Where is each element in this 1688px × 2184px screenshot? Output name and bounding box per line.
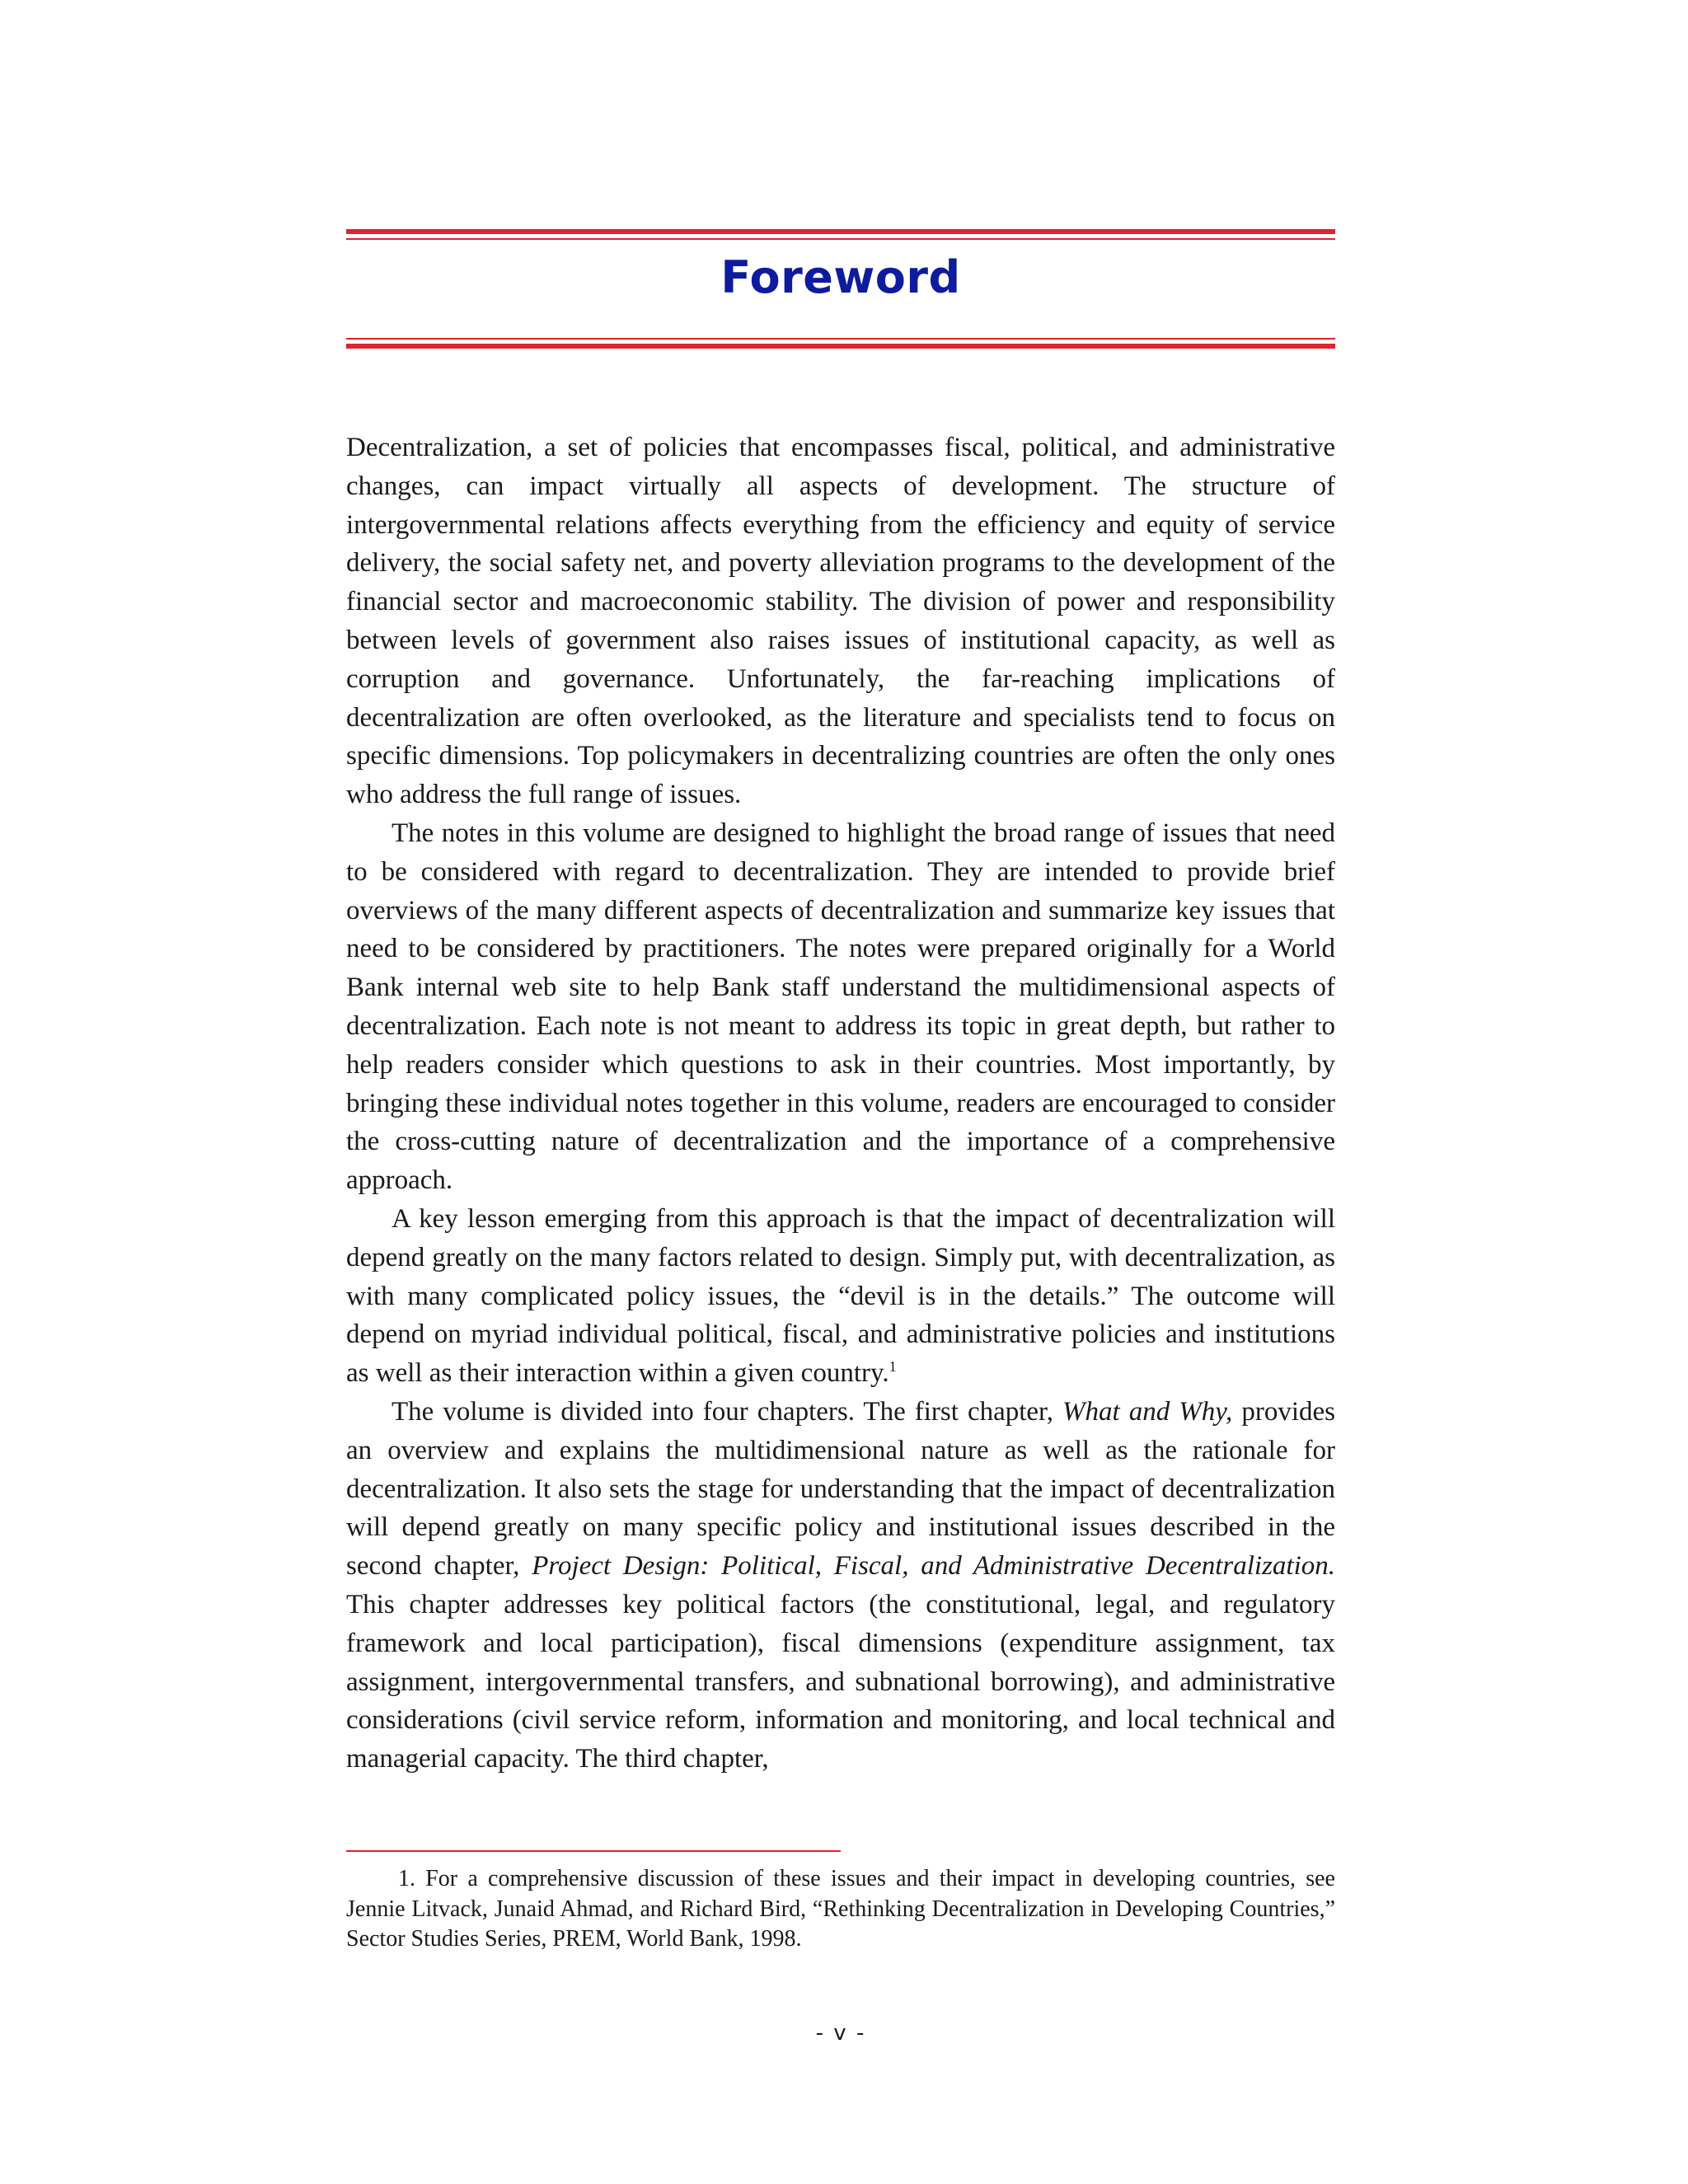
header-rule-thick bbox=[346, 344, 1335, 349]
paragraph-2 bbox=[346, 814, 1335, 1200]
body-text bbox=[346, 429, 1335, 1779]
paragraph-text: Decentralization, a set of policies that encompasses fiscal, political, and administrative changes, can impact virtually all aspects of development. The structure of intergovernmental relations affects everything from the efficiency and equity of service delivery, the social safety net, and poverty alleviation programs to the development of the financial sector and macroeconomic stability. The division of power and responsibility between levels of government also raises issues of institutional capacity, as well as corruption and governance. Unfortunately, the far-reaching implications of decentralization are often overlooked, as the literature and specialists tend to focus on specific dimensions. Top policymakers in decentralizing countries are often the only ones who address the full range of issues. bbox=[346, 433, 1335, 810]
header-rule-top bbox=[346, 229, 1335, 240]
footnote: 1. For a comprehensive discussion of these issues and their impact in developing countries, see Jennie Litvack, Junaid Ahmad, and Richard Bird, “Rethinking Decentralization in Developing Countries,” Sector Studies Series, PREM, World Bank, 1998. bbox=[346, 1866, 1335, 1952]
footnote-reference: 1 bbox=[889, 1358, 897, 1376]
paragraph-text: A key lesson emerging from this approach is that the impact of decentralization will depend greatly on the many factors related to design. Simply put, with decentralization, as with many complicated policy issues, the “devil is in the details.” The outcome will depend on myriad individual political, fiscal, and administrative policies and institutions as well as their interaction within a given country. bbox=[346, 1203, 1335, 1389]
paragraph-text: provides an overview and explains the multidimensional nature as well as the rationale for decentralization. It also sets the stage for understanding that the impact of decentralization will depend greatly on many specific policy and institutional issues described in the second chapter, bbox=[346, 1396, 1335, 1582]
header-rule-thin bbox=[346, 238, 1335, 240]
paragraph-text: This chapter addresses key political factors (the constitutional, legal, and regulatory framework and local participation), fiscal dimensions (expenditure assignment, tax assignment, intergovernmental transfers, and subnational borrowing), and administrative considerations (civil service reform, information and monitoring, and local technical and managerial capacity. The third chapter, bbox=[346, 1589, 1335, 1774]
paragraph-3 bbox=[346, 1200, 1335, 1393]
header-rule-thin bbox=[346, 338, 1335, 340]
header-rule-bottom bbox=[346, 338, 1335, 349]
paragraph-4 bbox=[346, 1393, 1335, 1779]
footnote-rule bbox=[346, 1850, 841, 1852]
header-rule-thick bbox=[346, 229, 1335, 234]
italic-chapter-title: Project Design: Political, Fiscal, and Administrative Decentralization. bbox=[532, 1551, 1336, 1582]
page-number: - v - bbox=[815, 2021, 866, 2046]
paragraph-text: The volume is divided into four chapters. The first chapter, bbox=[392, 1396, 1063, 1427]
paragraph-text: The notes in this volume are designed to highlight the broad range of issues that need to be considered with regard to decentralization. They are intended to provide brief overviews of the many different aspects of decentralization and summarize key issues that need to be considered by practitioners. The notes were prepared originally for a World Bank internal web site to help Bank staff understand the multidimensional aspects of decentralization. Each note is not meant to address its topic in great depth, but rather to help readers consider which questions to ask in their countries. Most importantly, by bringing these individual notes together in this volume, readers are encouraged to consider the cross-cutting nature of decentralization and the importance of a comprehensive approach. bbox=[346, 818, 1335, 1196]
page-title: Foreword bbox=[720, 251, 961, 303]
paragraph-1 bbox=[346, 429, 1335, 814]
italic-chapter-title: What and Why, bbox=[1062, 1396, 1233, 1427]
